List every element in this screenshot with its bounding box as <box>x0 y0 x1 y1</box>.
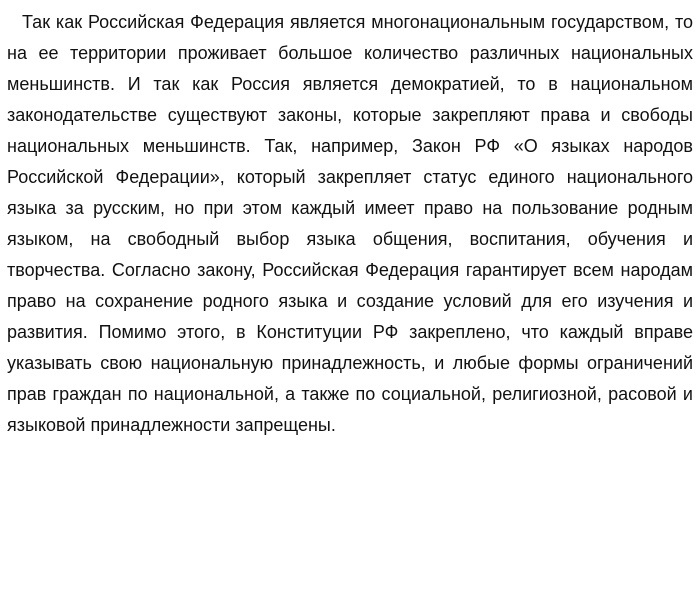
body-paragraph: Так как Российская Федерация является многонациональным государством, то на ее территории проживает большое количество различных национальных меньшинств. И так как Россия является демократией, то в национальном законодательстве существуют законы, которые закрепляют права и свободы национальных меньшинств. Так, например, Закон РФ «О языках народов Российской Федерации», который закрепляет статус единого национального языка за русским, но при этом каждый имеет право на пользование родным языком, на свободный выбор языка общения, воспитания, обучения и творчества. Согласно закону, Российская Федерация гарантирует всем народам право на сохранение родного языка и создание условий для его изучения и развития. Помимо этого, в Конституции РФ закреплено, что каждый вправе указывать свою национальную принадлежность, и любые формы ограничений прав граждан по национальной, а также по социальной, религиозной, расовой и языковой принадлежности запрещены. <box>7 12 693 435</box>
